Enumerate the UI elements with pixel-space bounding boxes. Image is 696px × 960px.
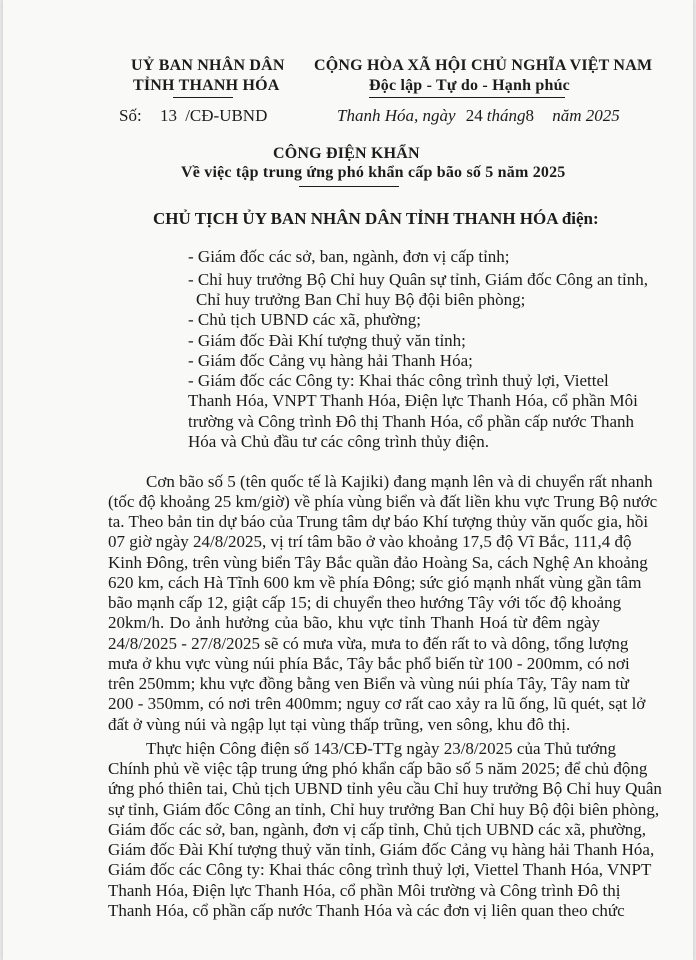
doc-number-label: Số: bbox=[119, 106, 142, 125]
recipient-item: Hóa và Chủ đầu tư các công trình thủy điện. bbox=[188, 432, 489, 451]
recipient-item: Chỉ huy trưởng Ban Chỉ huy Bộ đội biên phòng; bbox=[196, 290, 526, 309]
paragraph-line: ta. Theo bản tin dự báo của Trung tâm dự báo Khí tượng thủy văn quốc gia, hồi bbox=[108, 512, 649, 531]
recipient-item: - Giám đốc các sở, ban, ngành, đơn vị cấp tỉnh; bbox=[188, 247, 510, 266]
national-motto-line2: Độc lập - Tự do - Hạnh phúc bbox=[369, 77, 570, 94]
doc-number-value: 13 bbox=[159, 106, 177, 125]
sender-line: CHỦ TỊCH ỦY BAN NHÂN DÂN TỈNH THANH HÓA điện: bbox=[153, 209, 599, 228]
recipient-item: - Giám đốc các Công ty: Khai thác công trình thuỷ lợi, Viettel bbox=[188, 371, 609, 390]
paragraph-line: ứng phó thiên tai, Chủ tịch UBND tỉnh yêu cầu Chỉ huy trưởng Bộ Chỉ huy Quân bbox=[108, 779, 662, 798]
paragraph-line: Cơn bão số 5 (tên quốc tế là Kajiki) đang mạnh lên và di chuyển rất nhanh bbox=[146, 472, 653, 491]
paragraph-line: Thanh Hóa, cổ phần cấp nước Thanh Hóa và các đơn vị liên quan theo chức bbox=[108, 901, 625, 920]
document-title: CÔNG ĐIỆN KHẨN bbox=[273, 145, 420, 162]
doc-number-suffix: /CĐ-UBND bbox=[185, 106, 268, 125]
date-year: năm 2025 bbox=[552, 106, 620, 125]
paragraph-line: Thanh Hóa, Điện lực Thanh Hóa, cổ phần Môi trường và Công trình Đô thị bbox=[108, 881, 621, 900]
date-month: 8 bbox=[525, 106, 535, 125]
paragraph-line: mưa ở khu vực vùng núi phía Bắc, Tây bắc phổ biến từ 100 - 200mm, có nơi bbox=[108, 654, 630, 673]
document-page bbox=[3, 0, 693, 960]
recipient-item: - Chủ tịch UBND các xã, phường; bbox=[188, 310, 422, 329]
paragraph-line: Chính phủ về việc tập trung ứng phó khẩn cấp bão số 5 năm 2025; để chủ động bbox=[108, 759, 648, 778]
issuing-org-line2: TỈNH THANH HÓA bbox=[133, 77, 280, 94]
paragraph-line: Thực hiện Công điện số 143/CĐ-TTg ngày 23/8/2025 của Thủ tướng bbox=[146, 739, 616, 758]
subject-underline bbox=[299, 186, 399, 187]
paragraph-line: Kinh Đông, trên vùng biển Tây Bắc quần đảo Hoàng Sa, cách Nghệ An khoảng bbox=[108, 553, 648, 572]
document-number bbox=[119, 106, 267, 126]
paragraph-line: Giám đốc Đài Khí tượng thuỷ văn tỉnh, Giám đốc Cảng vụ hàng hải Thanh Hóa, bbox=[108, 840, 655, 859]
national-motto-line1: CỘNG HÒA XÃ HỘI CHỦ NGHĨA VIỆT NAM bbox=[314, 57, 653, 74]
issuing-org-line1: UỶ BAN NHÂN DÂN bbox=[131, 57, 285, 74]
date-month-word: tháng bbox=[486, 106, 526, 125]
issue-date bbox=[337, 106, 620, 126]
date-day: 24 bbox=[465, 106, 483, 125]
paragraph-line: Giám đốc các Công ty: Khai thác công trình thuỷ lợi, Viettel Thanh Hóa, VNPT bbox=[108, 860, 652, 879]
org-underline bbox=[173, 97, 233, 98]
paragraph-line: trên 250mm; khu vực đồng bằng ven Biển và vùng núi phía Tây, Tây nam từ bbox=[108, 674, 629, 693]
paragraph-line: Giám đốc các sở, ban, ngành, đơn vị cấp tỉnh, Chủ tịch UBND các xã, phường, bbox=[108, 820, 647, 839]
paragraph-line: sự tỉnh, Giám đốc Công an tỉnh, Chỉ huy trưởng Ban Chỉ huy Bộ đội biên phòng, bbox=[108, 800, 660, 819]
recipient-item: - Chỉ huy trưởng Bộ Chỉ huy Quân sự tỉnh, Giám đốc Công an tỉnh, bbox=[188, 270, 648, 289]
paragraph-line: 07 giờ ngày 24/8/2025, vị trí tâm bão ở vào khoảng 17,5 độ Vĩ Bắc, 111,4 độ bbox=[108, 532, 632, 551]
paragraph-line: bão mạnh cấp 12, giật cấp 15; di chuyển theo hướng Tây với tốc độ khoảng bbox=[108, 593, 622, 612]
document-subject: Về việc tập trung ứng phó khẩn cấp bão số 5 năm 2025 bbox=[181, 164, 566, 181]
paragraph-line: (tốc độ khoảng 25 km/giờ) về phía vùng biển và đất liền khu vực Trung Bộ nước bbox=[108, 492, 658, 511]
paragraph-line: 24/8/2025 - 27/8/2025 sẽ có mưa vừa, mưa to đến rất to và dông, tổng lượng bbox=[108, 634, 629, 653]
recipient-item: trường và Công trình Đô thị Thanh Hóa, cổ phần cấp nước Thanh bbox=[188, 412, 635, 431]
motto-underline bbox=[369, 97, 565, 98]
recipient-item: Thanh Hóa, VNPT Thanh Hóa, Điện lực Thanh Hóa, cổ phần Môi bbox=[188, 391, 638, 410]
paragraph-line: đất ở vùng núi và ngập lụt tại vùng thấp trũng, ven sông, khu đô thị. bbox=[108, 715, 571, 734]
recipient-item: - Giám đốc Cảng vụ hàng hải Thanh Hóa; bbox=[188, 351, 473, 370]
paragraph-line: 20km/h. Do ảnh hưởng của bão, khu vực tỉnh Thanh Hoá từ đêm ngày bbox=[108, 613, 600, 632]
paragraph-line: 620 km, cách Hà Tĩnh 600 km về phía Đông; sức gió mạnh nhất vùng gần tâm bbox=[108, 573, 642, 592]
recipient-item: - Giám đốc Đài Khí tượng thuỷ văn tỉnh; bbox=[188, 331, 466, 350]
date-prefix: Thanh Hóa, ngày bbox=[337, 106, 456, 125]
paragraph-line: 200 - 350mm, có nơi trên 400mm; nguy cơ rất cao xảy ra lũ ống, lũ quét, sạt lở bbox=[108, 694, 646, 713]
